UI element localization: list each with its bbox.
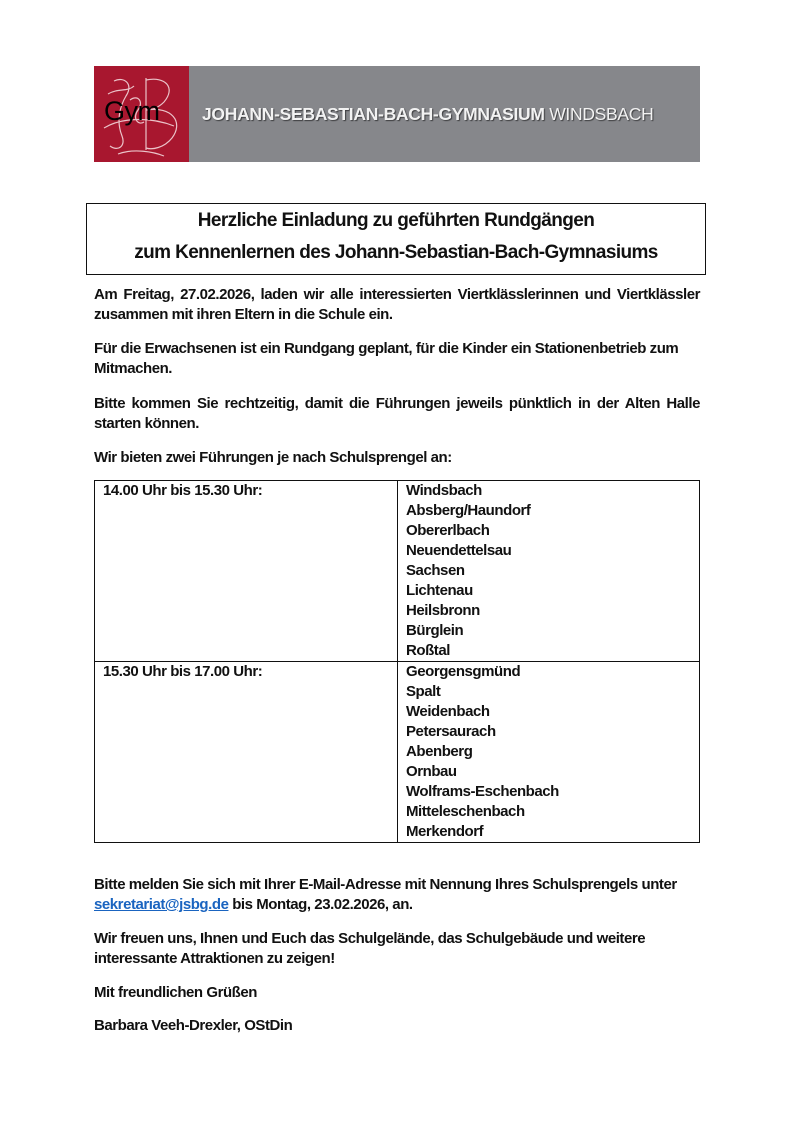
school-banner: [94, 66, 700, 162]
paragraph-registration: [94, 875, 700, 915]
place-item: Merkendorf: [406, 823, 484, 840]
place-item: Mitteleschenbach: [406, 803, 525, 820]
school-name-town: WINDSBACH: [549, 103, 654, 124]
place-item: Georgensgmünd: [406, 663, 521, 680]
headline-box: [86, 203, 706, 275]
place-item: Wolframs-Eschenbach: [406, 783, 559, 800]
place-item: Roßtal: [406, 642, 450, 659]
place-item: Ornbau: [406, 763, 457, 780]
signature: Barbara Veeh-Drexler, OStDin: [94, 1017, 293, 1034]
paragraph-program: Für die Erwachsenen ist ein Rundgang geplant, für die Kinder ein Stationenbetrieb zum Mitmachen.: [94, 340, 679, 377]
place-item: Bürglein: [406, 622, 464, 639]
table-row: [95, 662, 700, 843]
tours-table: [94, 480, 700, 843]
place-item: Absberg/Haundorf: [406, 502, 531, 519]
paragraph-punctuality: Bitte kommen Sie rechtzeitig, damit die Führungen jeweils pünktlich in der Alten Halle starten können.: [94, 395, 700, 432]
tour-time: 14.00 Uhr bis 15.30 Uhr:: [95, 481, 398, 662]
paragraph-tours-intro: Wir bieten zwei Führungen je nach Schulsprengel an:: [94, 449, 452, 466]
paragraph-invitation: Am Freitag, 27.02.2026, laden wir alle interessierten Viertklässlerinnen und Viertklässler zusammen mit ihren Eltern in die Schule ein.: [94, 286, 700, 323]
place-item: Obererlbach: [406, 522, 490, 539]
school-name: [202, 104, 653, 125]
place-item: Weidenbach: [406, 703, 490, 720]
school-name-bold: JOHANN-SEBASTIAN-BACH-GYMNASIUM: [202, 103, 545, 124]
registration-text: Bitte melden Sie sich mit Ihrer E-Mail-Adresse mit Nennung Ihres Schulsprengels unter: [94, 876, 677, 893]
tour-places: [398, 481, 700, 662]
place-item: Abenberg: [406, 743, 473, 760]
registration-deadline: bis Montag, 23.02.2026, an.: [228, 896, 413, 913]
headline-line-1: Herzliche Einladung zu geführten Rundgängen: [197, 210, 595, 231]
place-item: Petersaurach: [406, 723, 496, 740]
place-item: Windsbach: [406, 482, 482, 499]
place-item: Neuendettelsau: [406, 542, 512, 559]
table-row: [95, 481, 700, 662]
school-logo: [94, 66, 189, 162]
place-item: Sachsen: [406, 562, 465, 579]
place-item: Spalt: [406, 683, 441, 700]
tour-time: 15.30 Uhr bis 17.00 Uhr:: [95, 662, 398, 843]
greeting: Mit freundlichen Grüßen: [94, 984, 257, 1001]
place-item: Heilsbronn: [406, 602, 480, 619]
tour-places: [398, 662, 700, 843]
logo-text: Gym: [104, 96, 160, 126]
email-link[interactable]: sekretariat@jsbg.de: [94, 896, 229, 913]
paragraph-closing: Wir freuen uns, Ihnen und Euch das Schulgelände, das Schulgebäude und weitere interessante Attraktionen zu zeigen!: [94, 930, 646, 967]
place-item: Lichtenau: [406, 582, 473, 599]
headline-line-2: zum Kennenlernen des Johann-Sebastian-Bach-Gymnasiums: [134, 242, 658, 263]
